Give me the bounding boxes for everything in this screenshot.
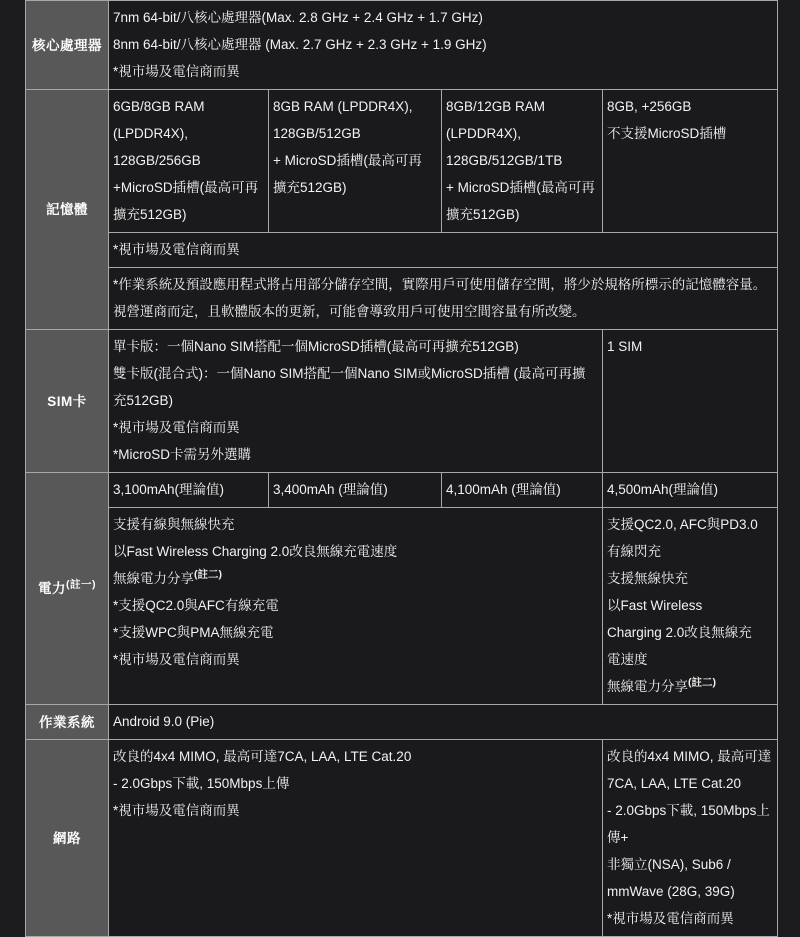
row-label-text: 作業系統 xyxy=(39,714,95,730)
cell-power-detail-left xyxy=(109,508,603,705)
cpu-line-list xyxy=(113,4,773,85)
cell-network-lte xyxy=(109,740,603,937)
power-left-line-2: 以Fast Wireless Charging 2.0改良無線充電速度 xyxy=(113,544,398,559)
sim-line-3: *視市場及電信商而異 xyxy=(113,420,240,435)
power-left-note-2: *支援WPC與PMA無線充電 xyxy=(113,625,274,640)
memory-v3-line-1: 8GB/12GB RAM xyxy=(446,99,546,114)
table-row-memory xyxy=(26,90,778,233)
sim-line-4: *MicroSD卡需另外選購 xyxy=(113,447,252,462)
cpu-line-2: 8nm 64-bit/八核心處理器 (Max. 2.7 GHz + 2.3 GHz + 1.9 GHz) xyxy=(113,37,487,52)
table-row-os xyxy=(26,705,778,740)
memory-v4-line-1: 8GB, +256GB xyxy=(607,99,692,114)
power-left-line-3-text: 無線電力分享 xyxy=(113,571,194,586)
row-label-footnote-marker: (註一) xyxy=(66,578,96,591)
cell-sim-spec xyxy=(109,330,603,473)
network-right-line-4: *視市場及電信商而異 xyxy=(607,911,734,926)
row-label-memory xyxy=(26,90,109,330)
cell-sim-variant-4 xyxy=(603,330,778,473)
network-left-line-2: - 2.0Gbps下載, 150Mbps上傳 xyxy=(113,776,290,791)
memory-v1-line-1: 6GB/8GB RAM xyxy=(113,99,205,114)
power-right-line-7-text: 無線電力分享 xyxy=(607,679,688,694)
power-right-line-2: 有線閃充 xyxy=(607,544,661,559)
network-right-line-1: 改良的4x4 MIMO, 最高可達7CA, LAA, LTE Cat.20 xyxy=(607,749,772,791)
row-label-text: 電力 xyxy=(38,581,66,596)
network-left-line-3: *視市場及電信商而異 xyxy=(113,803,240,818)
network-left-line-1: 改良的4x4 MIMO, 最高可達7CA, LAA, LTE Cat.20 xyxy=(113,749,412,764)
specification-table xyxy=(25,0,778,937)
row-label-os xyxy=(26,705,109,740)
table-row-sim xyxy=(26,330,778,473)
cell-battery-capacity-1: 3,100mAh(理論值) xyxy=(109,473,269,508)
cell-battery-capacity-3: 4,100mAh (理論值) xyxy=(442,473,603,508)
power-right-line-6: 電速度 xyxy=(607,652,648,667)
memory-v1-line-2: (LPDDR4X), xyxy=(113,126,189,141)
power-right-line-3: 支援無線快充 xyxy=(607,571,688,586)
table-row-cpu xyxy=(26,1,778,90)
memory-v3-line-4: + MicroSD插槽(最高可再 xyxy=(446,180,595,195)
cell-network-5g xyxy=(603,740,778,937)
cpu-line-3: *視市場及電信商而異 xyxy=(113,64,240,79)
row-label-text: 核心處理器 xyxy=(32,37,102,53)
memory-v3-line-3: 128GB/512GB/1TB xyxy=(446,153,563,168)
cpu-line-1: 7nm 64-bit/八核心處理器(Max. 2.8 GHz + 2.4 GHz + 1.7 GHz) xyxy=(113,10,483,25)
memory-v2-line-3: + MicroSD插槽(最高可再 xyxy=(273,153,422,168)
power-left-line-1: 支援有線與無線快充 xyxy=(113,517,235,532)
network-right-line-2: - 2.0Gbps下載, 150Mbps上傳+ xyxy=(607,803,770,845)
row-label-network xyxy=(26,740,109,937)
power-left-footnote-marker: (註二) xyxy=(194,568,222,581)
memory-v1-line-3: 128GB/256GB xyxy=(113,153,201,168)
cell-memory-variant-2 xyxy=(269,90,442,233)
table-row-memory-note-2 xyxy=(26,268,778,330)
row-label-text: 記憶體 xyxy=(46,202,88,217)
power-right-line-1: 支援QC2.0, AFC與PD3.0 xyxy=(607,517,758,532)
row-label-text: 網路 xyxy=(53,830,81,846)
memory-v2-line-1: 8GB RAM (LPDDR4X), xyxy=(273,99,413,114)
sim-line-2: 雙卡版(混合式)：一個Nano SIM搭配一個Nano SIM或MicroSD插槽 (最高可再擴充512GB) xyxy=(113,366,586,408)
cell-power-detail-right xyxy=(603,508,778,705)
cell-os-version: Android 9.0 (Pie) xyxy=(109,705,778,740)
table-row-memory-note-1 xyxy=(26,233,778,268)
power-left-note-3: *視市場及電信商而異 xyxy=(113,652,240,667)
row-label-sim xyxy=(26,330,109,473)
cell-memory-variant-4 xyxy=(603,90,778,233)
memory-v1-line-5: 擴充512GB) xyxy=(113,207,187,222)
memory-v3-line-2: (LPDDR4X), xyxy=(446,126,522,141)
network-right-line-3: 非獨立(NSA), Sub6 / mmWave (28G, 39G) xyxy=(607,857,735,899)
cell-memory-variant-3 xyxy=(442,90,603,233)
row-label-power xyxy=(26,473,109,705)
cell-battery-capacity-4: 4,500mAh(理論值) xyxy=(603,473,778,508)
memory-v3-line-5: 擴充512GB) xyxy=(446,207,520,222)
cell-memory-variant-1 xyxy=(109,90,269,233)
power-right-line-5: Charging 2.0改良無線充 xyxy=(607,625,752,640)
memory-v2-line-2: 128GB/512GB xyxy=(273,126,361,141)
table-row-power-capacity xyxy=(26,473,778,508)
sim-v4-line-1: 1 SIM xyxy=(607,339,643,354)
memory-v1-line-4: +MicroSD插槽(最高可再 xyxy=(113,180,259,195)
memory-v4-line-2: 不支援MicroSD插槽 xyxy=(607,126,727,141)
power-right-footnote-marker: (註二) xyxy=(688,676,716,689)
power-left-line-3 xyxy=(113,565,598,592)
cell-cpu-spec xyxy=(109,1,778,90)
power-right-line-4: 以Fast Wireless xyxy=(607,598,703,613)
cell-memory-note-2: *作業系統及預設應用程式將占用部分儲存空間，實際用戶可使用儲存空間，將少於規格所標示的記憶體容量。視營運商而定，且軟體版本的更新，可能會導致用戶可使用空間容量有所改變。 xyxy=(109,268,778,330)
power-right-line-7 xyxy=(607,673,773,700)
sim-line-1: 單卡版：一個Nano SIM搭配一個MicroSD插槽(最高可再擴充512GB) xyxy=(113,339,519,354)
power-left-note-1: *支援QC2.0與AFC有線充電 xyxy=(113,598,279,613)
row-label-text: SIM卡 xyxy=(47,393,87,409)
memory-v2-line-4: 擴充512GB) xyxy=(273,180,347,195)
table-row-network xyxy=(26,740,778,937)
row-label-cpu xyxy=(26,1,109,90)
table-row-power-detail xyxy=(26,508,778,705)
cell-memory-note-1: *視市場及電信商而異 xyxy=(109,233,778,268)
cell-battery-capacity-2: 3,400mAh (理論值) xyxy=(269,473,442,508)
